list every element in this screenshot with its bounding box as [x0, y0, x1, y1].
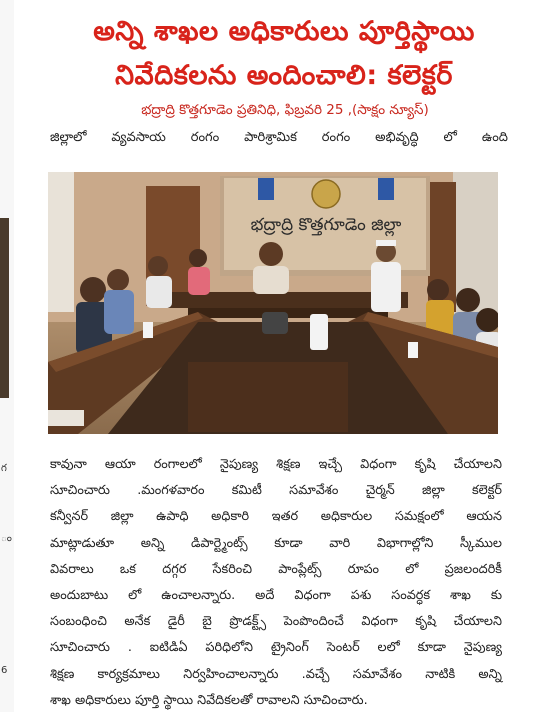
body-line: శిక్షణ కార్యక్రమాలు నిర్వహించాలన్నారు .వచ్చే సమావేశం నాటికి అన్ని — [50, 666, 502, 682]
backdrop-text: భద్రాద్రి కొత్తగూడెం జిల్లా — [250, 215, 402, 235]
body-line: అందుబాటు లో ఉంచాలన్నారు. అదే విధంగా పశు సంవర్ధక శాఖ కు — [50, 588, 502, 604]
meeting-photo-illustration — [48, 172, 498, 434]
margin-fragment: ం — [1, 533, 12, 544]
body-line: కావునా ఆయా రంగాలలో నైపుణ్య శిక్షణ ఇచ్చే విధంగా కృషి చేయాలని — [50, 457, 502, 472]
margin-fragment: 6 — [1, 665, 8, 676]
body-line: సూచించారు .మంగళవారం కమిటీ సమావేశం చైర్మన్ జిల్లా కలెక్టర్ — [50, 483, 502, 499]
meeting-photo — [48, 172, 498, 434]
headline-line-1: అన్ని శాఖల అధికారులు పూర్తిస్థాయి — [93, 16, 475, 47]
body-line: మాట్లాడుతూ అన్ని డిపార్ట్మెంట్స్ కూడా వారి విభాగాల్లోని స్కీముల — [50, 535, 502, 551]
body-line: సంబంధించి అనేక డైరీ బై ప్రొడక్ట్స్ పెంపొందించే విధంగా కృషి చేయాలని — [50, 614, 502, 630]
lead-line: జిల్లాలో వ్యవసాయ రంగం పారిశ్రామిక రంగం అభివృద్ధి లో ఉంది — [50, 130, 508, 145]
headline-line-2: నివేదికలను అందించాలి: కలెక్టర్ — [115, 60, 453, 91]
adjacent-article-photo-edge — [0, 218, 9, 398]
body-line: శాఖ అధికారులు పూర్తి స్థాయి నివేదికలతో రావాలని సూచించారు. — [50, 692, 368, 708]
article-body — [50, 452, 502, 714]
body-line: వివరాలు ఒక దగ్గర సేకరించి పాంప్లేట్స్ రూపం లో ప్రజలందరికీ — [50, 561, 502, 577]
body-line: కన్వీనర్ జిల్లా ఉపాధి అధికారి ఇతర అధికారుల సమక్షంలో ఆయన — [50, 509, 502, 525]
margin-fragment: గ — [1, 463, 7, 474]
body-line: సూచించారు . ఐటిడిఏ పరిధిలోని ట్రైనింగ్ సెంటర్ లలో కూడా నైపుణ్య — [50, 640, 502, 656]
dateline: భద్రాద్రి కొత్తగూడెం ప్రతినిధి, ఫిబ్రవరి 25 ,(సాక్షం న్యూస్) — [141, 102, 429, 118]
